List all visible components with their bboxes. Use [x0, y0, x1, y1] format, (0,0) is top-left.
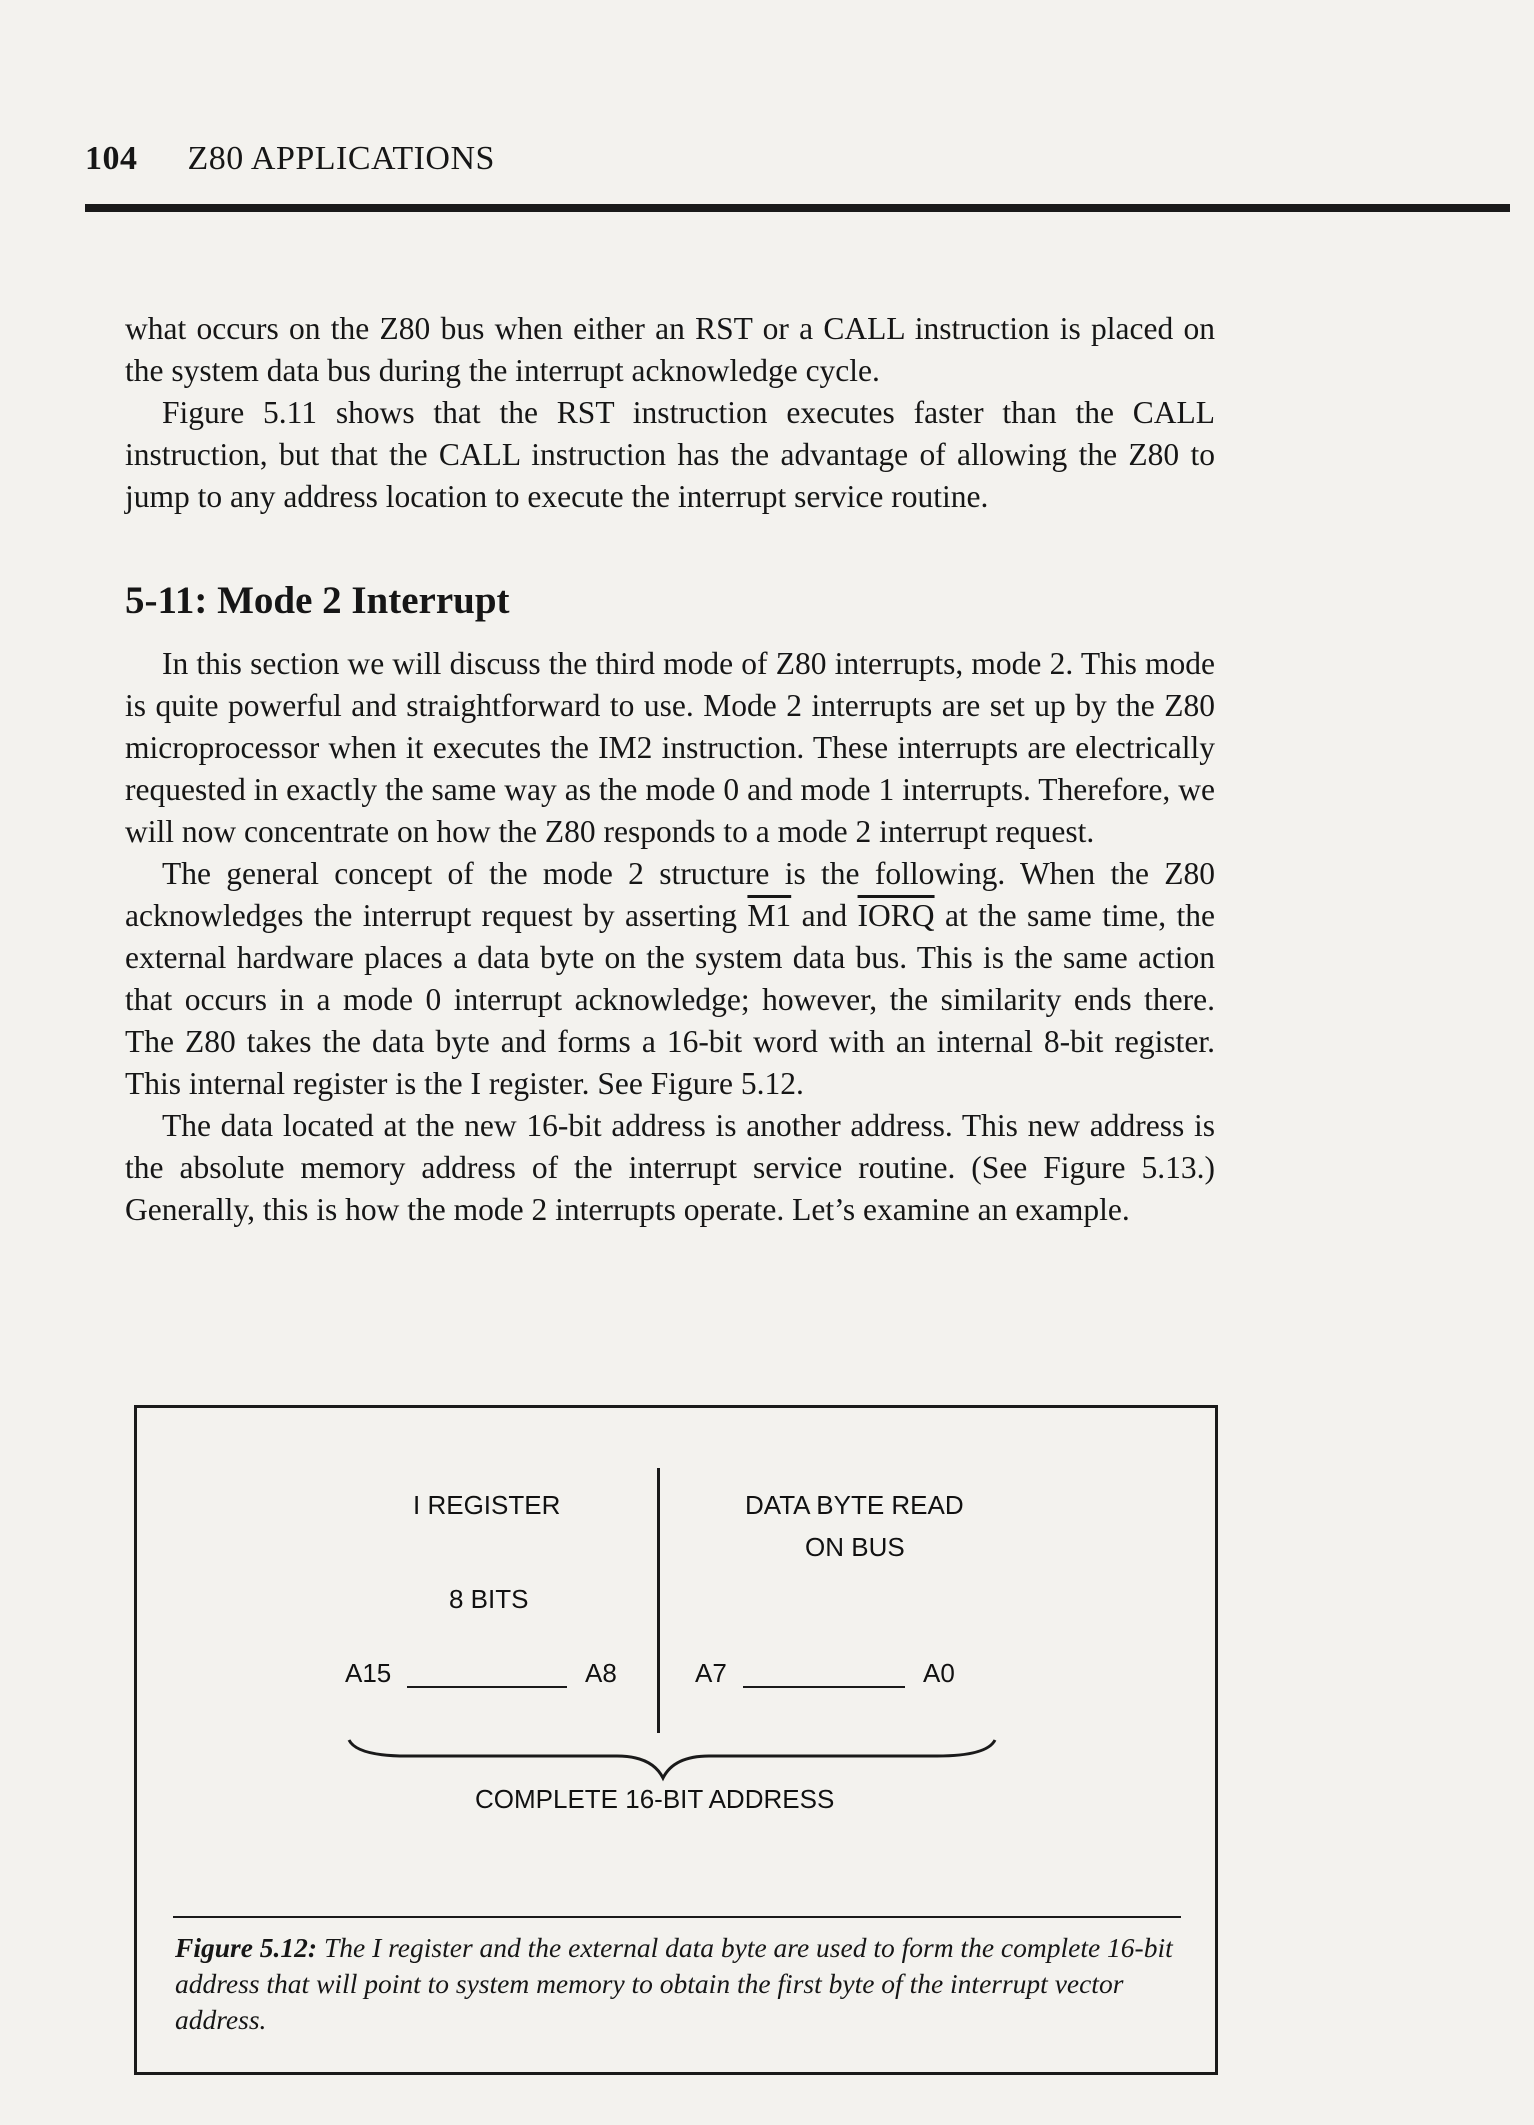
a8-label: A8	[585, 1658, 617, 1688]
figure-5-12	[134, 1405, 1218, 2075]
a7-label: A7	[695, 1658, 727, 1688]
section-paragraph-3: The data located at the new 16-bit address is another address. This new address is the absolute memory address of the interrupt service routine. (See Figure 5.13.) Generally, this is how the mode 2 interrupts operate. Let’s examine an example.	[125, 1108, 1215, 1227]
caption-rule	[173, 1916, 1181, 1918]
byte-divider	[657, 1468, 660, 1733]
page-number: 104	[85, 140, 138, 177]
caption-text: The I register and the external data byte are used to form the complete 16-bit address that will point to system memory to obtain the first byte of the interrupt vector address.	[175, 1932, 1173, 2035]
data-byte-label-line2: ON BUS	[805, 1532, 905, 1562]
high-byte-line	[407, 1686, 567, 1688]
a0-label: A0	[923, 1658, 955, 1688]
section-paragraph-2: The general concept of the mode 2 structure is the following. When the Z80 acknowledges the interrupt request by asserting M1 and IORQ at the same time, the external hardware places a data byte on the system data bus. This is the same action that occurs in a mode 0 interrupt acknowledge; however, the similarity ends there. The Z80 takes the data byte and forms a 16-bit word with an internal 8-bit register. This internal register is the I register. See Figure 5.12.	[125, 856, 1215, 1101]
i-register-label: I REGISTER	[413, 1490, 561, 1520]
figure-caption	[175, 1930, 1185, 2038]
section-text	[125, 643, 1215, 1231]
section-paragraph-1: In this section we will discuss the third mode of Z80 interrupts, mode 2. This mode is quite powerful and straightforward to use. Mode 2 interrupts are set up by the Z80 microprocessor when it executes the IM2 instruction. These interrupts are electrically requested in exactly the same way as the mode 0 and mode 1 interrupts. Therefore, we will now concentrate on how the Z80 responds to a mode 2 interrupt request.	[125, 646, 1215, 849]
a15-label: A15	[345, 1658, 392, 1688]
running-title: Z80 APPLICATIONS	[187, 140, 495, 177]
data-byte-label-line1: DATA BYTE READ	[745, 1490, 964, 1520]
intro-paragraph-1: what occurs on the Z80 bus when either an RST or a CALL instruction is placed on the system data bus during the interrupt acknowledge cycle.	[125, 311, 1215, 388]
complete-address-label: COMPLETE 16-BIT ADDRESS	[475, 1784, 835, 1814]
caption-label: Figure 5.12:	[175, 1932, 318, 1963]
bits-label: 8 BITS	[449, 1584, 529, 1614]
brace-icon	[347, 1736, 997, 1784]
m1-signal: M1	[747, 898, 792, 933]
intro-text	[125, 308, 1215, 518]
low-byte-line	[743, 1686, 905, 1688]
header-rule	[85, 204, 1510, 212]
running-header	[85, 140, 495, 178]
intro-paragraph-2: Figure 5.11 shows that the RST instruction executes faster than the CALL instruction, but that the CALL instruction has the advantage of allowing the Z80 to jump to any address location to execute the interrupt service routine.	[125, 395, 1215, 514]
section-heading: 5-11: Mode 2 Interrupt	[125, 579, 510, 622]
iorq-signal: IORQ	[857, 898, 935, 933]
